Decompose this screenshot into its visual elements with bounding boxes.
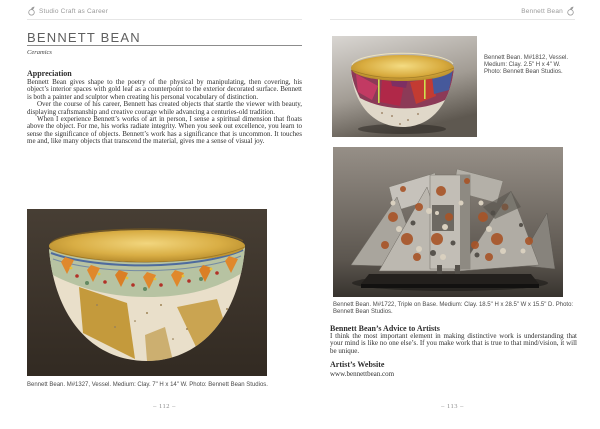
running-head-left-label: Studio Craft as Career [39, 7, 109, 15]
appreciation-text [27, 79, 302, 146]
header-rule-right [330, 19, 575, 20]
photo-caption: Bennett Bean. M#1327, Vessel. Medium: Clay. 7" H x 14" W. Photo: Bennett Bean Studios. [27, 382, 268, 388]
page-subtitle: Ceramics [27, 49, 52, 56]
appreciation-paragraph: Bennett Bean gives shape to the poetry of the physical by manipulating, then covering, his object’s interior spaces with gold leaf as a counterpoint to the exterior decorated surface. Bennett is both a painter and sculptor when creating his personal vocabulary of distinction. [27, 78, 302, 101]
photo-caption: Bennett Bean. M#1812, Vessel. Medium: Clay. 2.5" H x 4" W. Photo: Bennett Bean Studios. [484, 55, 569, 76]
studio-craft-logo-icon [566, 6, 575, 16]
vessel-photo-right-top [332, 36, 477, 137]
running-head-left [27, 6, 108, 16]
vessel-photo-left [27, 209, 267, 376]
website-url-link[interactable]: www.bennettbean.com [330, 370, 395, 378]
running-head-right-label: Bennett Bean [521, 7, 563, 15]
title-rule [27, 45, 302, 46]
appreciation-paragraph: When I experience Bennett’s works of art in person, I sense a spiritual dimension that floats above the object. For me, his works radiate integrity. When you seek out excellence, you learn to sense the significance of objects. Bennett’s work has a significance that is uncommon. It touches me and, like many objects that transcend the material, gives me a sense of visual joy. [27, 115, 302, 146]
running-head-right [330, 6, 575, 16]
sculpture-photo-right-bottom [333, 147, 563, 297]
advice-heading: Bennett Bean’s Advice to Artists [330, 324, 440, 333]
page-number-left: – 112 – [153, 403, 176, 410]
page-number-right: – 113 – [441, 403, 464, 410]
studio-craft-logo-icon [27, 6, 36, 16]
appreciation-heading: Appreciation [27, 69, 72, 78]
appreciation-paragraph: Over the course of his career, Bennett has created objects that startle the viewer with beauty, displaying craftsmanship and creative courage while advancing a centuries-old tradition. [27, 100, 302, 116]
advice-text: I think the most important element in making distinctive work is understanding that your mind is like no one else’s. If you make work that is true to that mind/vision, it will be unique. [330, 332, 577, 355]
website-heading: Artist’s Website [330, 360, 385, 369]
header-rule-left [27, 19, 302, 20]
photo-caption: Bennett Bean. M#1722, Triple on Base. Medium: Clay. 18.5" H x 28.5" W x 15.5" D. Photo: Bennett Bean Studios. [333, 302, 574, 316]
page-title: BENNETT BEAN [27, 30, 141, 45]
